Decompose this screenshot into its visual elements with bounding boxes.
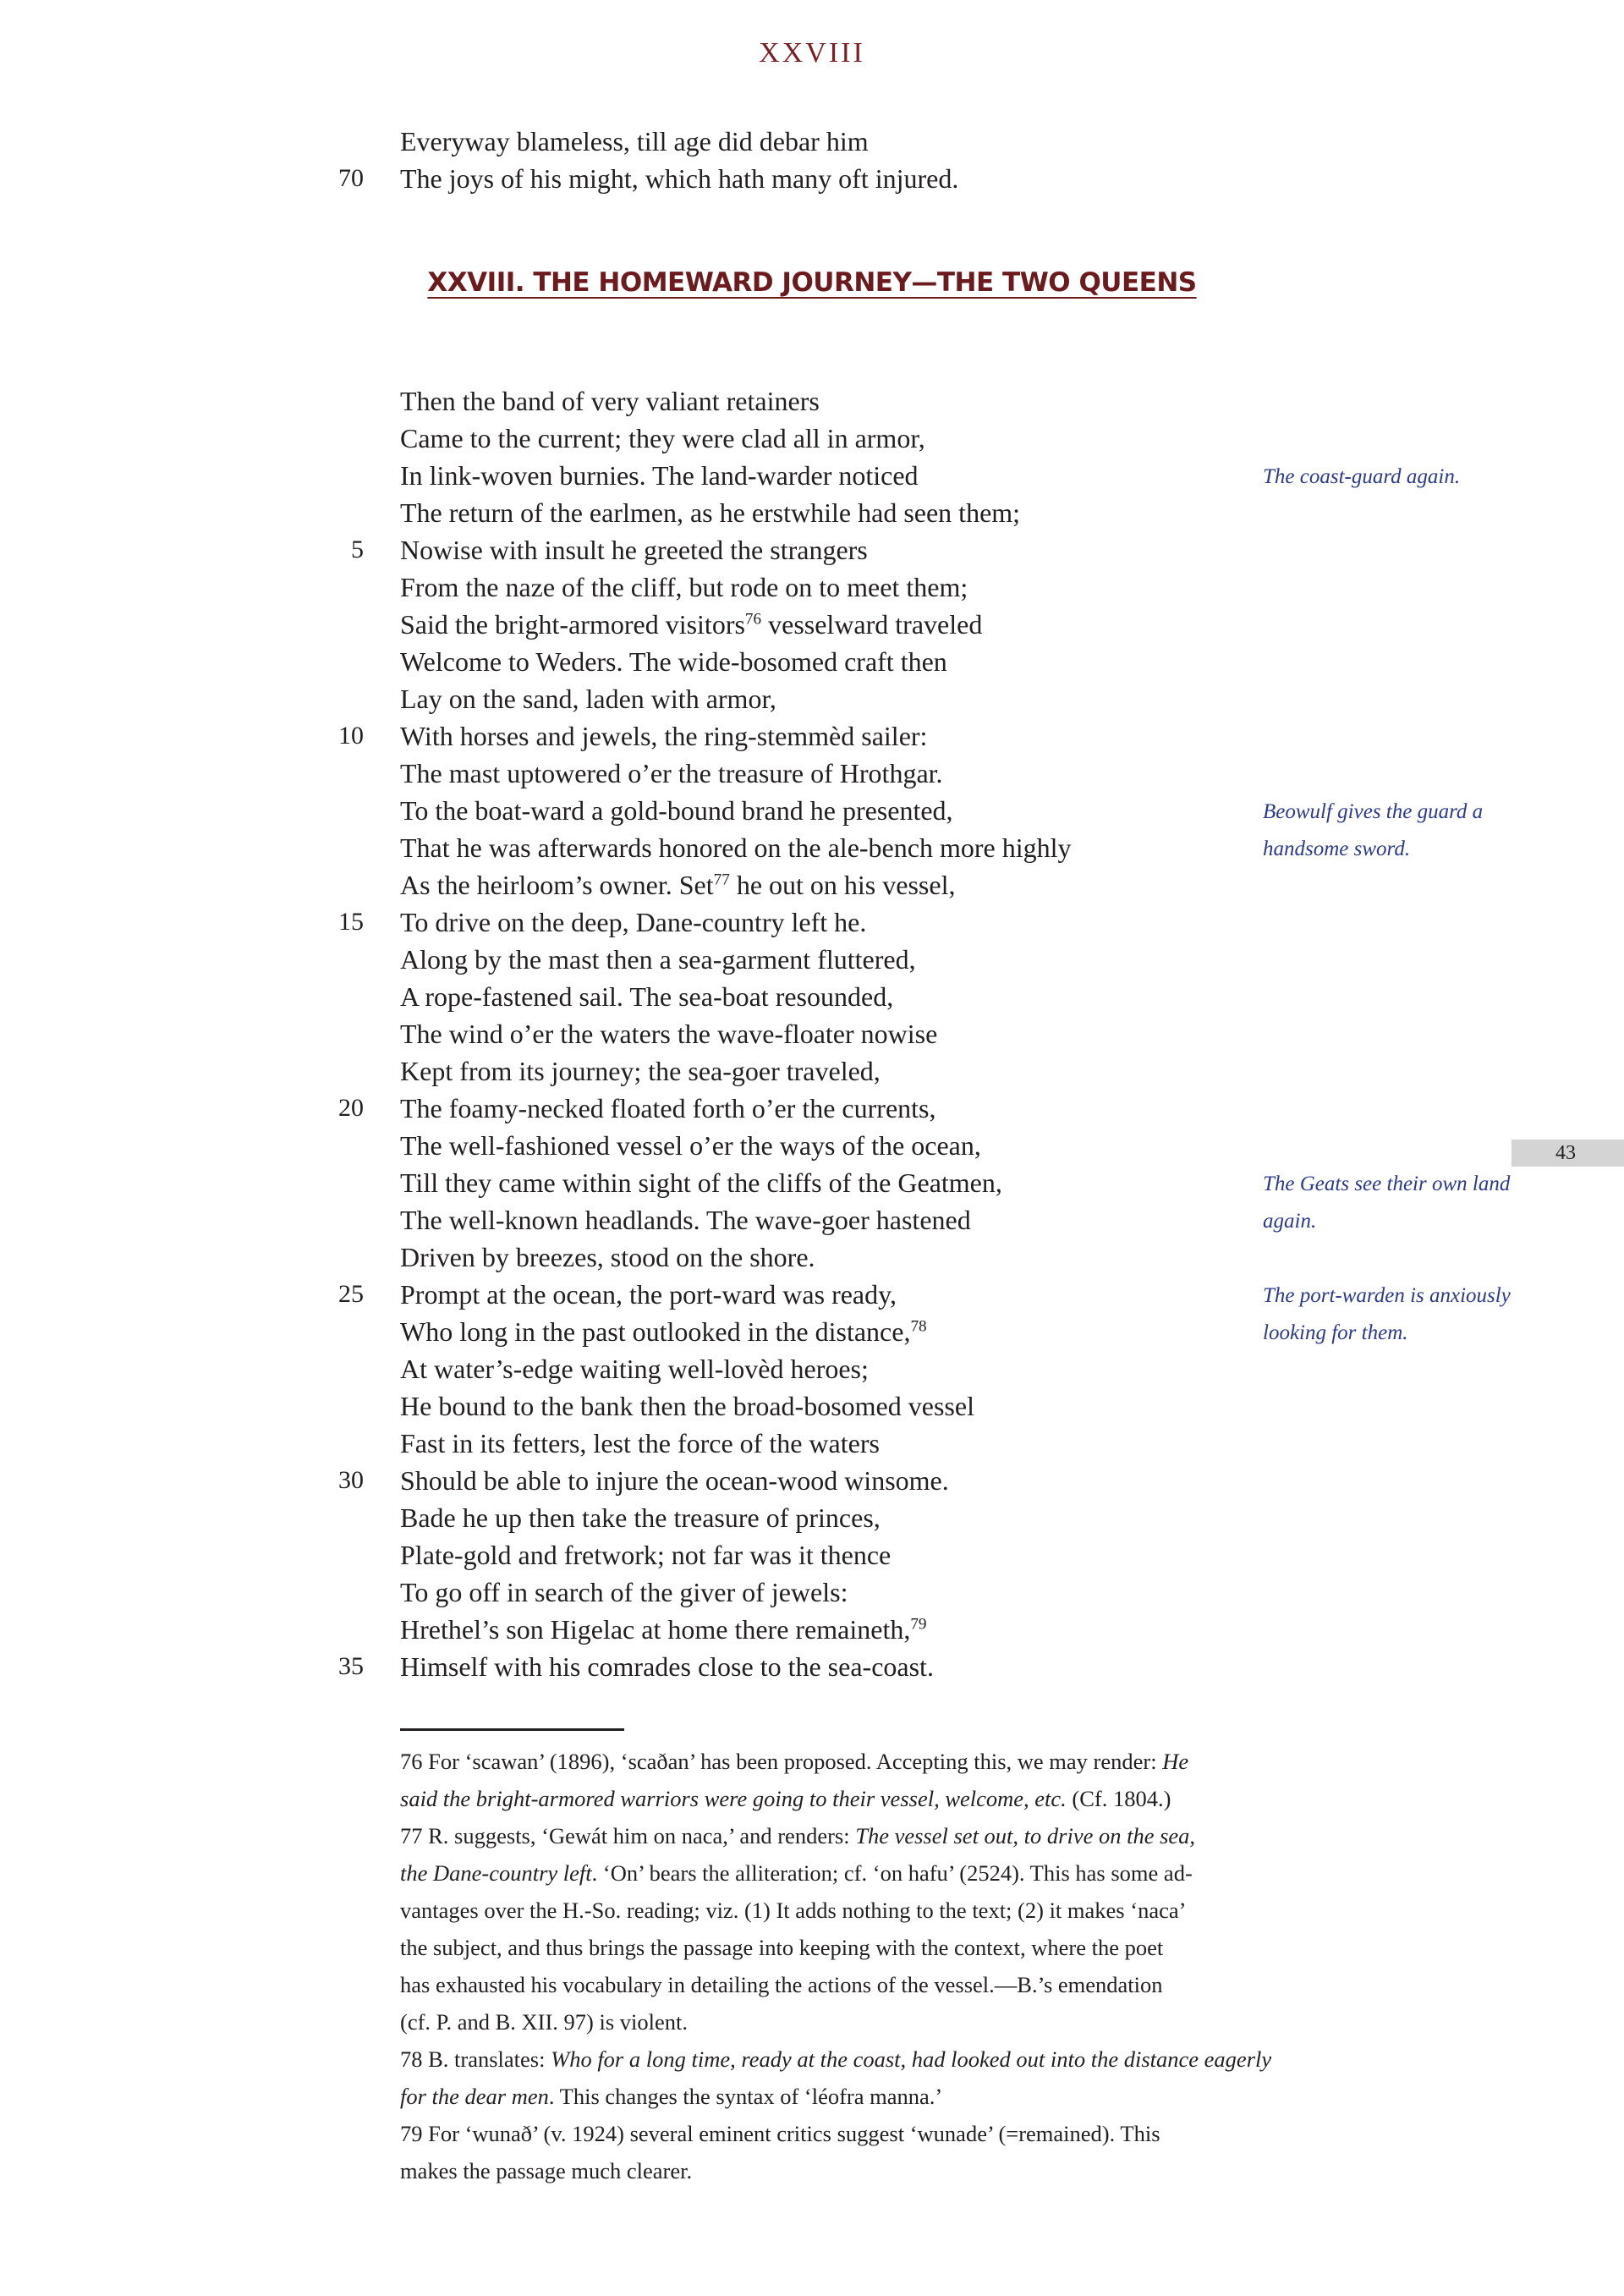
verse-line: Plate-gold and fretwork; not far was it thence [400, 1540, 892, 1570]
line-number: 15 [338, 908, 364, 936]
footnote-italic-text: the Dane-country left [400, 1860, 592, 1886]
verse-line: At water’s-edge waiting well-lovèd heroes; [400, 1354, 869, 1384]
verse-line: Lay on the sand, laden with armor, [400, 684, 776, 714]
verse-line: Then the band of very valiant retainers [400, 386, 820, 416]
footnote-line [400, 2115, 1233, 2152]
verse-line: He bound to the bank then the broad-bosomed vessel [400, 1391, 974, 1421]
footnote-line [400, 2078, 1233, 2115]
footnote-line [400, 1929, 1233, 1966]
verse-line: In link-woven burnies. The land-warder noticed [400, 460, 919, 491]
gloss-line: Beowulf gives the guard a [1263, 800, 1484, 823]
gloss-line: The Geats see their own land [1263, 1173, 1511, 1195]
footnote-line [400, 1966, 1233, 2003]
footnote-line [400, 1780, 1233, 1817]
footnote-italic-text: He [1162, 1749, 1189, 1774]
verse-text: Who long in the past outlooked in the distance, [400, 1316, 911, 1347]
footnote-italic-text: Who for a long time, ready at the coast, had looked out into the distance eagerly [551, 2046, 1272, 2072]
page-number-tab [1512, 1140, 1624, 1167]
footnotes [400, 1743, 1272, 2189]
footnote-text: 76 For ‘scawan’ (1896), ‘scaðan’ has been proposed. Accepting this, we may render: [400, 1749, 1163, 1774]
line-number: 25 [338, 1280, 364, 1308]
verse-line: A rope-fastened sail. The sea-boat resounded, [400, 981, 894, 1012]
gloss-line: The port-warden is anxiously [1263, 1284, 1511, 1307]
gloss-line: The coast-guard again. [1263, 465, 1461, 488]
line-number: 5 [351, 536, 364, 563]
line-number: 35 [338, 1652, 364, 1680]
verse-line: Driven by breezes, stood on the shore. [400, 1242, 815, 1272]
verse-line [400, 866, 955, 904]
margin-gloss [1263, 794, 1533, 868]
footnote-text: makes the passage much clearer. [400, 2158, 693, 2183]
gloss-line: again. [1263, 1210, 1317, 1233]
footnote-text: vantages over the H.-So. reading; viz. (1) It adds nothing to the text; (2) it makes ‘naca’ [400, 1898, 1187, 1923]
verse-line [400, 1313, 927, 1350]
verse-line: Till they came within sight of the cliffs of the Geatmen, [400, 1167, 1002, 1198]
footnote-ref[interactable]: 78 [910, 1317, 927, 1336]
gloss-line: looking for them. [1263, 1321, 1408, 1344]
verse-text: he out on his vessel, [729, 870, 956, 900]
verse-line: To drive on the deep, Dane-country left he. [400, 907, 867, 937]
footnote-text: . ‘On’ bears the alliteration; cf. ‘on hafu’ (2524). This has some ad- [591, 1860, 1193, 1886]
footnote-text: (cf. P. and B. XII. 97) is violent. [400, 2009, 689, 2035]
verse-text: Said the bright-armored visitors [400, 609, 745, 640]
line-number: 10 [338, 722, 364, 750]
verse-line: The return of the earlmen, as he erstwhile had seen them; [400, 497, 1021, 528]
verse-line: With horses and jewels, the ring-stemmèd sailer: [400, 721, 928, 751]
verse-line: To go off in search of the giver of jewels: [400, 1577, 848, 1607]
verse-line: Prompt at the ocean, the port-ward was ready, [400, 1279, 897, 1310]
verse-text: As the heirloom’s owner. Set [400, 870, 714, 900]
footnote-text: 78 B. translates: [400, 2046, 551, 2072]
footnote-line [400, 1892, 1233, 1929]
verse-line: Nowise with insult he greeted the strangers [400, 535, 868, 565]
footnote-text: has exhausted his vocabulary in detailing the actions of the vessel.—B.’s emendation [400, 1972, 1163, 1997]
footnote-line [400, 2152, 1233, 2189]
verse-line: That he was afterwards honored on the ale-bench more highly [400, 832, 1072, 863]
verse-line: The foamy-necked floated forth o’er the currents, [400, 1093, 936, 1123]
footnote-italic-text: said the bright-armored warriors were going to their vessel, welcome, etc. [400, 1786, 1067, 1811]
footnote-text: the subject, and thus brings the passage into keeping with the context, where the poet [400, 1935, 1164, 1960]
footnote-text: 77 R. suggests, ‘Gewát him on naca,’ and renders: [400, 1823, 856, 1848]
verse-line: To the boat-ward a gold-bound brand he presented, [400, 795, 953, 826]
footnote-line [400, 2041, 1272, 2078]
verse-line: The mast uptowered o’er the treasure of Hrothgar. [400, 758, 943, 788]
line-number: 70 [338, 164, 364, 192]
line-number: 30 [338, 1466, 364, 1494]
verse-line: Welcome to Weders. The wide-bosomed craft then [400, 646, 947, 677]
previous-verse-line: Everyway blameless, till age did debar him [400, 126, 869, 157]
verse-line: From the naze of the cliff, but rode on to meet them; [400, 572, 968, 602]
verse-line: Along by the mast then a sea-garment fluttered, [400, 944, 916, 975]
verse-line: Himself with his comrades close to the sea-coast. [400, 1651, 934, 1682]
previous-verse-line: The joys of his might, which hath many oft injured. [400, 163, 959, 194]
verse-line: The well-fashioned vessel o’er the ways of the ocean, [400, 1130, 981, 1161]
verse-text: Hrethel’s son Higelac at home there remaineth, [400, 1614, 911, 1645]
footnote-ref[interactable]: 76 [744, 610, 762, 629]
line-number: 20 [338, 1094, 364, 1122]
footnote-text: . This changes the syntax of ‘léofra manna.’ [548, 2084, 943, 2109]
margin-gloss [1263, 1277, 1533, 1352]
verse-line: Should be able to injure the ocean-wood winsome. [400, 1465, 949, 1496]
footnote-ref[interactable]: 79 [910, 1615, 927, 1634]
section-title-text: XXVIII. THE HOMEWARD JOURNEY—THE TWO QUEENS [427, 267, 1197, 298]
verse-line: Came to the current; they were clad all in armor, [400, 423, 925, 453]
verse-line [400, 606, 982, 643]
footnote-rule [400, 1728, 624, 1731]
verse-line: Fast in its fetters, lest the force of the waters [400, 1428, 880, 1458]
gloss-line: handsome sword. [1263, 838, 1411, 860]
verse-text: vesselward traveled [761, 609, 983, 640]
footnote-text: 79 For ‘wunað’ (v. 1924) several eminent critics suggest ‘wunade’ (=remained). This [400, 2121, 1160, 2146]
margin-gloss [1263, 459, 1533, 496]
page-number: 43 [1555, 1142, 1576, 1164]
footnote-ref[interactable]: 77 [713, 871, 730, 889]
footnote-line [400, 1743, 1233, 1780]
footnote-line [400, 2003, 1233, 2041]
verse-line: The well-known headlands. The wave-goer hastened [400, 1205, 971, 1235]
verse-line: Kept from its journey; the sea-goer traveled, [400, 1056, 881, 1086]
verse-line [400, 1611, 927, 1648]
verse-line: The wind o’er the waters the wave-floater nowise [400, 1019, 938, 1049]
footnote-line [400, 1854, 1233, 1892]
footnote-italic-text: The vessel set out, to drive on the sea, [855, 1823, 1196, 1848]
section-title [0, 267, 1624, 298]
margin-gloss [1263, 1166, 1533, 1240]
footnote-text: (Cf. 1804.) [1066, 1786, 1171, 1811]
running-head: XXVIII [759, 37, 865, 69]
footnote-line [400, 1817, 1233, 1854]
footnote-italic-text: for the dear men [400, 2084, 549, 2109]
verse-line: Bade he up then take the treasure of princes, [400, 1502, 881, 1533]
